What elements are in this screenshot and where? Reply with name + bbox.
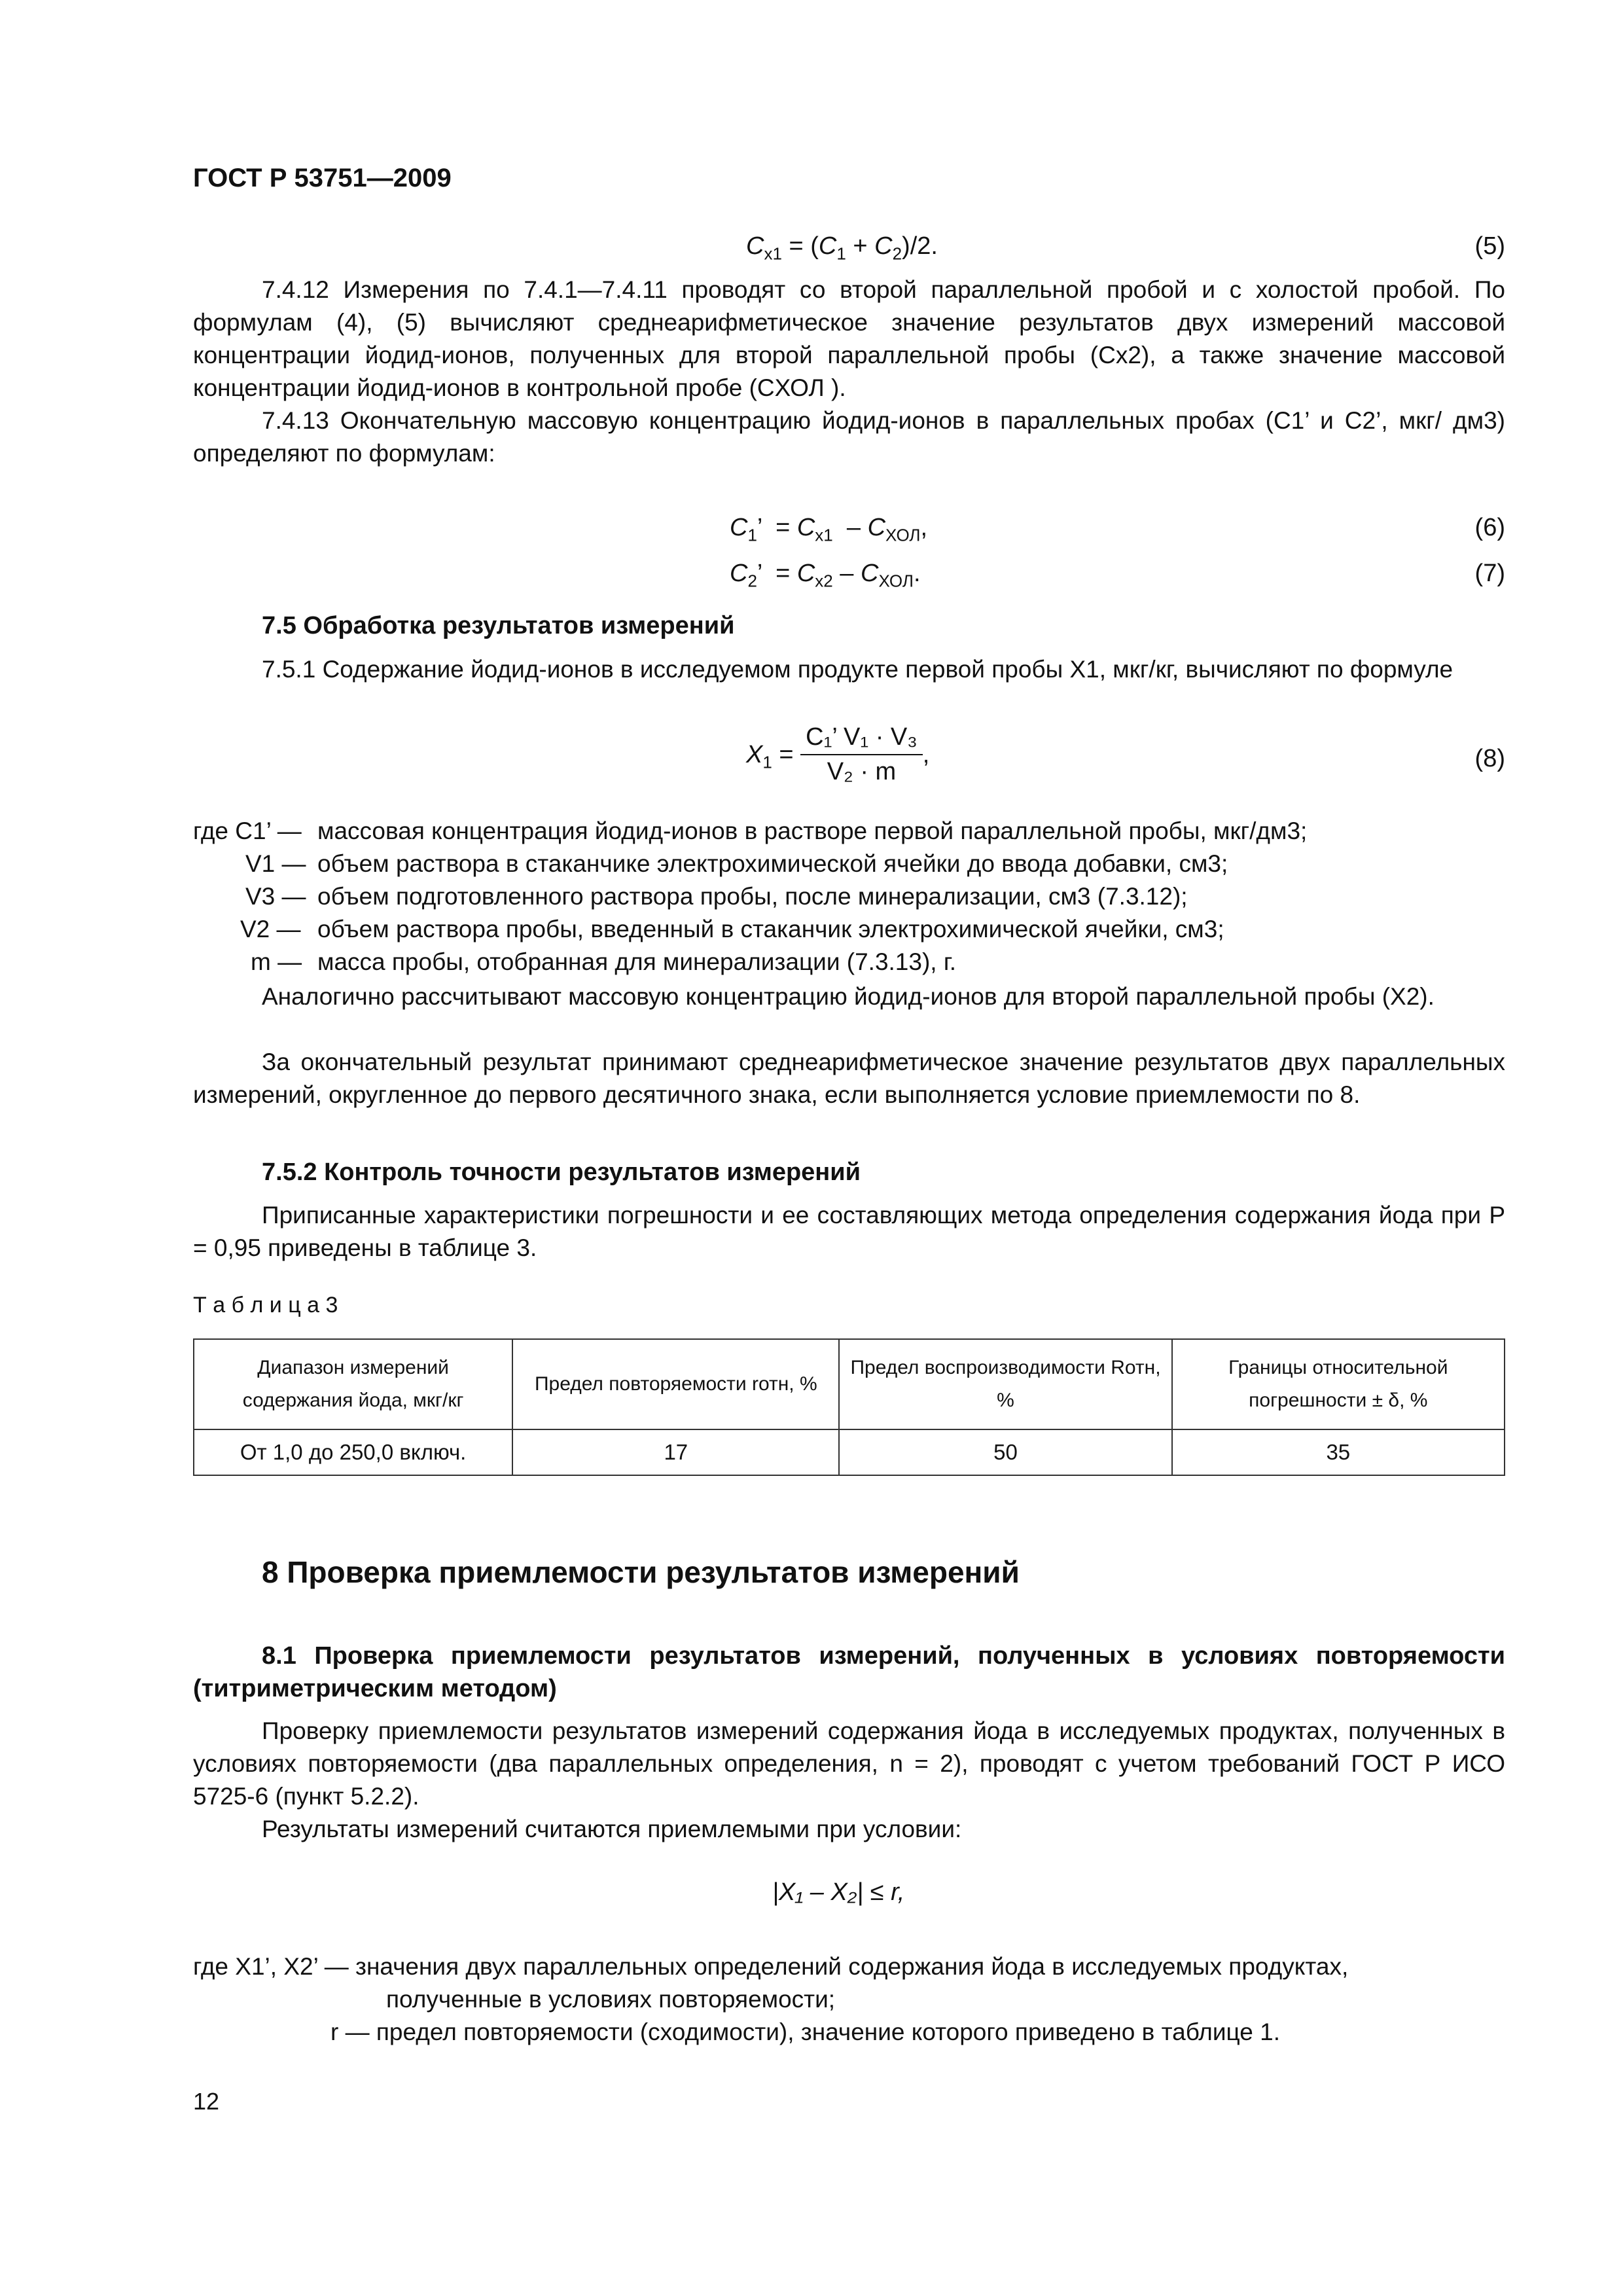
definition-row [193, 946, 1505, 978]
table-caption: Т а б л и ц а 3 [193, 1293, 338, 1318]
equation-number-8: (8) [1474, 745, 1505, 772]
paragraph-7-5-2: Приписанные характеристики погрешности и ее составляющих метода определения содержания йода при P = 0,95 приведены в таблице 3. [193, 1202, 1505, 1261]
table-header-cell: Предел воспроизводимости Rотн, % [839, 1339, 1171, 1429]
heading-7-5: 7.5 Обработка результатов измерений [262, 612, 735, 639]
definition-row [193, 913, 1505, 946]
definitions-formula-8 [193, 815, 1505, 978]
table-row [194, 1429, 1505, 1475]
definition-symbol: где X1’, X2’ — [193, 1953, 349, 1980]
equation-number-5: (5) [1474, 232, 1505, 260]
table-header-cell: Границы относительной погрешности ± δ, % [1172, 1339, 1505, 1429]
paragraph-8-1: Проверку приемлемости результатов измерений содержания йода в исследуемых продуктах, полученных в условиях повторяемости (два параллельных определения, n = 2), проводят с учетом требований ГОСТ Р ИСО 5725-6 (пункт 5.2.2). [193, 1717, 1505, 1810]
formula-8-denominator: V₂ · m [827, 758, 897, 785]
definition-symbol: V1 — [245, 850, 306, 877]
definition-symbol: где C1’ — [193, 817, 302, 844]
formula-condition: |X₁ – X₂| ≤ r, [772, 1878, 905, 1906]
table-cell: От 1,0 до 250,0 включ. [194, 1429, 512, 1475]
heading-section-8: 8 Проверка приемлемости результатов измерений [262, 1555, 1020, 1589]
formula-8-numerator: C₁’ V₁ · V₃ [800, 723, 923, 755]
paragraph-7-4-13: 7.4.13 Окончательную массовую концентрацию йодид-ионов в параллельных пробах (C1’ и C2’, мкг/ дм3) определяют по формулам: [193, 407, 1505, 467]
equation-number-7: (7) [1474, 560, 1505, 587]
table-header-cell: Диапазон измерений содержания йода, мкг/кг [194, 1339, 512, 1429]
definition-symbol: V3 — [245, 883, 306, 910]
definition-row [193, 815, 1505, 848]
paragraph-7-5-1: 7.5.1 Содержание йодид-ионов в исследуемом продукте первой пробы X1, мкг/кг, вычисляют по формуле [262, 656, 1454, 683]
formula-6: $C_1$’ = $C_{x1} - C_{ХОЛ}$, [730, 514, 928, 545]
table-cell: 35 [1172, 1429, 1505, 1475]
definition-symbol: m — [251, 948, 302, 975]
heading-8-1: 8.1 Проверка приемлемости результатов измерений, полученных в условиях повторяемости (титриметрическим методом) [193, 1642, 1505, 1702]
table-header-cell: Предел повторяемости rотн, % [512, 1339, 839, 1429]
definition-symbol: r — [330, 2018, 370, 2045]
definition-symbol: V2 — [240, 916, 301, 942]
formula-8: $X_1$ = $\frac{\text{C₁’ V₁ · V₃}}{\text{V₂ · m}}$ , [746, 723, 930, 785]
definition-r [330, 2016, 1280, 2049]
paragraph-7-4-12: 7.4.12 Измерения по 7.4.1—7.4.11 проводят со второй параллельной пробой и с холостой пробой. По формулам (4), (5) вычисляют среднеарифметическое значение результатов двух измерений массовой концентрации йодид-ионов, полученных для второй параллельной пробы (Cx2), а также значение массовой концентрации йодид-ионов в контрольной пробе (CХОЛ ). [193, 276, 1505, 401]
definition-text: масса пробы, отобранная для минерализации (7.3.13), г. [317, 948, 957, 975]
table-3 [193, 1338, 1505, 1476]
formula-7: $C_2$’ = $C_{x2} - C_{ХОЛ}$. [730, 560, 921, 591]
paragraph-results-condition: Результаты измерений считаются приемлемыми при условии: [262, 1816, 962, 1842]
paragraph-analog: Аналогично рассчитывают массовую концентрацию йодид-ионов для второй параллельной пробы (X2). [262, 983, 1435, 1010]
definition-text: объем раствора пробы, введенный в стаканчик электрохимической ячейки, см3; [317, 916, 1224, 942]
definition-text: предел повторяемости (сходимости), значение которого приведено в таблице 1. [376, 2018, 1280, 2045]
paragraph-final-result: За окончательный результат принимают среднеарифметическое значение результатов двух параллельных измерений, округленное до первого десятичного знака, если выполняется условие приемлемости по 8. [193, 1049, 1505, 1108]
table-cell: 17 [512, 1429, 839, 1475]
formula-5: $C_{x1} = (C_1 + C_2)/2$. [746, 232, 938, 264]
definition-text: массовая концентрация йодид-ионов в растворе первой параллельной пробы, мкг/дм3; [317, 817, 1308, 844]
definition-text: значения двух параллельных определений содержания йода в исследуемых продуктах, [355, 1953, 1349, 1980]
definition-row [193, 848, 1505, 880]
page-number: 12 [193, 2088, 220, 2115]
definition-x-primes [193, 1950, 1348, 1983]
table-cell: 50 [839, 1429, 1171, 1475]
equation-number-6: (6) [1474, 514, 1505, 541]
document-code: ГОСТ Р 53751—2009 [193, 164, 452, 192]
definition-row [193, 880, 1505, 913]
definition-text: объем подготовленного раствора пробы, после минерализации, см3 (7.3.12); [317, 883, 1188, 910]
heading-7-5-2: 7.5.2 Контроль точности результатов измерений [262, 1158, 861, 1186]
definition-x-primes-cont: полученные в условиях повторяемости; [386, 1986, 836, 2013]
definition-text: объем раствора в стаканчике электрохимической ячейки до ввода добавки, см3; [317, 850, 1228, 877]
table-header-row [194, 1339, 1505, 1429]
